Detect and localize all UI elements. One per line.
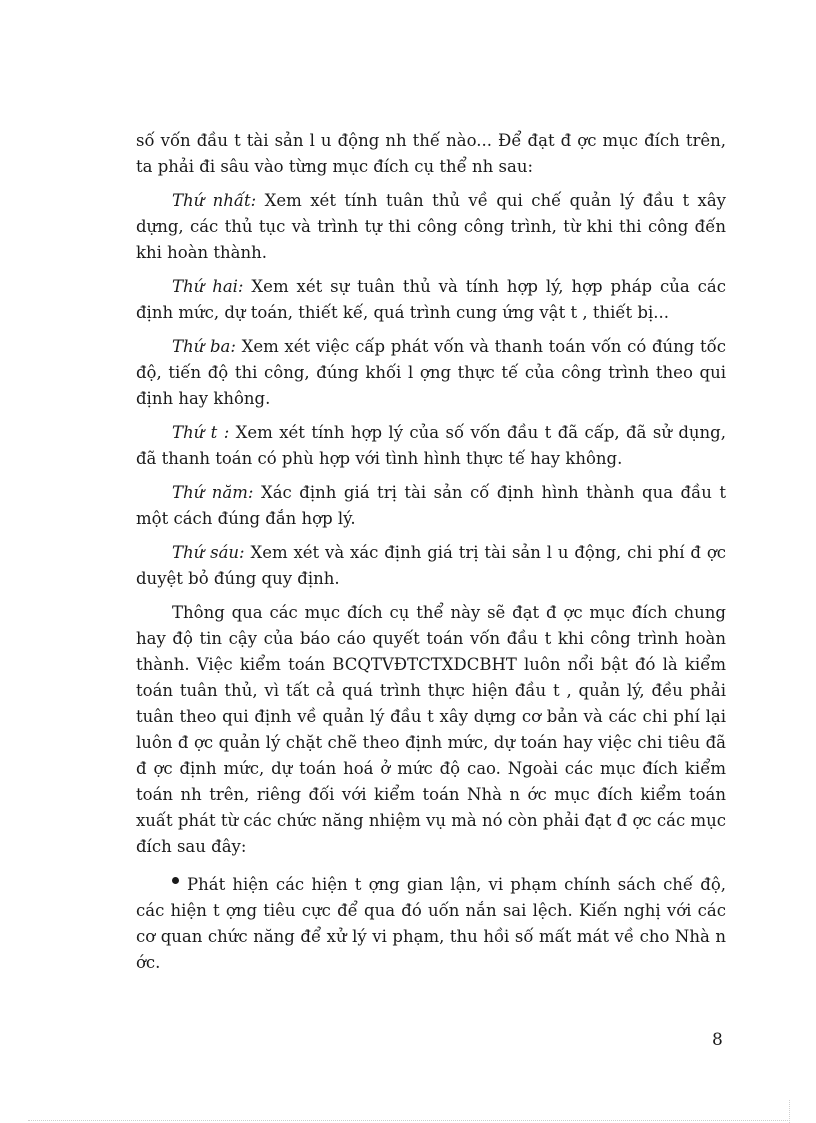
bullet-text: Phát hiện các hiện t ợng gian lận, vi phạm chính sách chế độ, các hiện t ợng tiêu cực để qua đó uốn nắn sai lệch. Kiến nghị với các cơ quan chức năng để xử lý vi phạm, thu hồi số mất mát về cho Nhà n ớc. [136, 875, 726, 972]
paragraph-first [136, 188, 726, 266]
paragraph-summary: Thông qua các mục đích cụ thể này sẽ đạt đ ợc mục đích chung hay độ tin cậy của báo cáo quyết toán vốn đầu t khi công trình hoàn thành. Việc kiểm toán BCQTVĐTCTXDCBHT luôn nổi bật đó là kiểm toán tuân thủ, vì tất cả quá trình thực hiện đầu t , quản lý, đều phải tuân theo qui định về quản lý đầu t xây dựng cơ bản và các chi phí lại luôn đ ợc quản lý chặt chẽ theo định mức, dự toán hay việc chi tiêu đã đ ợc định mức, dự toán hoá ở mức độ cao. Ngoài các mục đích kiểm toán nh trên, riêng đối với kiểm toán Nhà n ớc mục đích kiểm toán xuất phát từ các chức năng nhiệm vụ mà nó còn phải đạt đ ợc các mục đích sau đây: [136, 603, 726, 856]
paragraph-lead: Thứ t : [172, 423, 230, 442]
page-number: 8 [712, 1030, 723, 1050]
paragraph-text: Xem xét tính tuân thủ về qui chế quản lý đầu t xây dựng, các thủ tục và trình tự thi công công trình, từ khi thi công đến khi hoàn thành. [136, 191, 726, 262]
paragraph-text: Xem xét và xác định giá trị tài sản l u động, chi phí đ ợc duyệt bỏ đúng quy định. [136, 543, 726, 588]
paragraph-lead: Thứ hai: [172, 277, 244, 296]
bullet-item [136, 872, 726, 976]
page-corner-divider [789, 1100, 790, 1123]
paragraph-lead: Thứ ba: [172, 337, 236, 356]
paragraph-second [136, 274, 726, 326]
paragraph-text: Xem xét sự tuân thủ và tính hợp lý, hợp pháp của các định mức, dự toán, thiết kế, quá trình cung ứng vật t , thiết bị... [136, 277, 726, 322]
document-body [136, 128, 726, 976]
paragraph-lead: Thứ sáu: [172, 543, 245, 562]
paragraph-intro: số vốn đầu t tài sản l u động nh thế nào... Để đạt đ ợc mục đích trên, ta phải đi sâu vào từng mục đích cụ thể nh sau: [136, 131, 726, 176]
paragraph-sixth [136, 540, 726, 592]
page-bottom-divider [28, 1120, 788, 1121]
paragraph-text: Xem xét tính hợp lý của số vốn đầu t đã cấp, đã sử dụng, đã thanh toán có phù hợp với tình hình thực tế hay không. [136, 423, 726, 468]
paragraph-fourth [136, 420, 726, 472]
paragraph-text: Xác định giá trị tài sản cố định hình thành qua đầu t một cách đúng đắn hợp lý. [136, 483, 726, 528]
paragraph-lead: Thứ nhất: [172, 191, 257, 210]
paragraph-text: Xem xét việc cấp phát vốn và thanh toán vốn có đúng tốc độ, tiến độ thi công, đúng khối l ợng thực tế của công trình theo qui định hay không. [136, 337, 726, 408]
paragraph-lead: Thứ năm: [172, 483, 254, 502]
paragraph-third [136, 334, 726, 412]
paragraph-fifth [136, 480, 726, 532]
bullet-icon [172, 877, 179, 884]
